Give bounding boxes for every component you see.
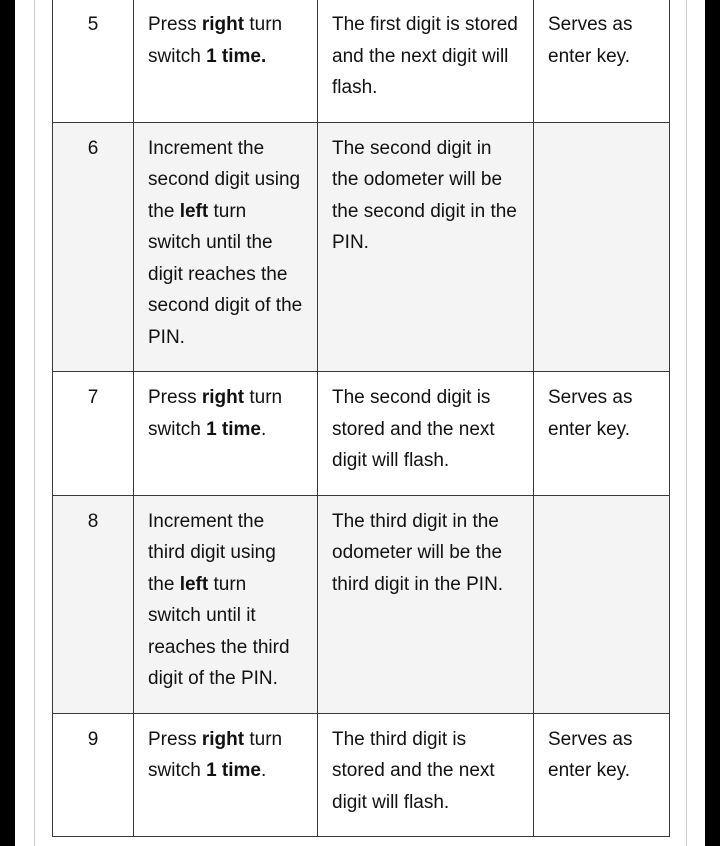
step-result: The third digit is stored and the next digit will flash. bbox=[318, 713, 534, 837]
step-action: Press right turn switch 1 time. bbox=[134, 713, 318, 837]
step-result: The first digit is stored and the next digit will flash. bbox=[318, 0, 534, 122]
step-action: Increment the third digit using the left turn switch until it reaches the third digit of the PIN. bbox=[134, 495, 318, 713]
step-note: Serves as enter key. bbox=[534, 372, 670, 496]
step-note bbox=[534, 122, 670, 372]
step-note: Serves as enter key. bbox=[534, 713, 670, 837]
step-result: The second digit is stored and the next digit will flash. bbox=[318, 372, 534, 496]
table-row bbox=[53, 495, 670, 713]
step-action: Press right turn switch 1 time. bbox=[134, 372, 318, 496]
step-number: 6 bbox=[53, 122, 134, 372]
left-margin-rule bbox=[34, 0, 35, 846]
step-action: Press right turn switch 1 time. bbox=[134, 0, 318, 122]
table-row bbox=[53, 122, 670, 372]
step-note bbox=[534, 495, 670, 713]
table-row bbox=[53, 372, 670, 496]
step-number: 7 bbox=[53, 372, 134, 496]
table-row bbox=[53, 0, 670, 122]
step-result: The third digit in the odometer will be the third digit in the PIN. bbox=[318, 495, 534, 713]
step-note: Serves as enter key. bbox=[534, 0, 670, 122]
right-margin-rule bbox=[686, 0, 687, 846]
step-number: 8 bbox=[53, 495, 134, 713]
table-row bbox=[53, 713, 670, 837]
step-number: 9 bbox=[53, 713, 134, 837]
step-action: Increment the second digit using the left turn switch until the digit reaches the second digit of the PIN. bbox=[134, 122, 318, 372]
step-result: The second digit in the odometer will be the second digit in the PIN. bbox=[318, 122, 534, 372]
pin-entry-steps-table bbox=[52, 0, 670, 837]
step-number: 5 bbox=[53, 0, 134, 122]
